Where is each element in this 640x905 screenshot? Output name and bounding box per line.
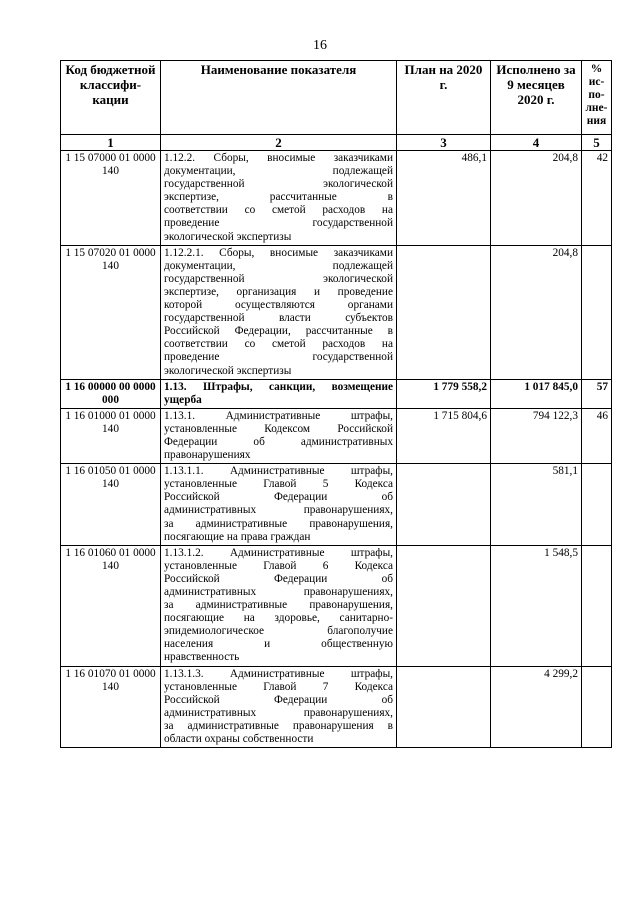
executed-value-cell: 581,1 [491,464,582,546]
percent-cell [582,464,612,546]
header-code: Код бюджетной классифи-кации [61,61,161,135]
header-name: Наименование показателя [161,61,397,135]
table-row [61,464,612,546]
indicator-name-line: Федерации об административных [164,435,393,448]
table-row [61,379,612,408]
plan-value-cell [397,245,491,379]
indicator-name-line: проведение государственной [164,351,393,364]
indicator-name-cell [161,245,397,379]
indicator-name-line: за административные правонарушения, [164,599,393,612]
plan-value-cell: 486,1 [397,151,491,246]
executed-value-cell: 794 122,3 [491,408,582,463]
indicator-name-line: соответствии со сметой расходов на [164,204,393,217]
indicator-name-cell [161,545,397,666]
plan-value-cell [397,666,491,748]
indicator-name-line: области охраны собственности [164,733,314,746]
indicator-name-line: установленные Главой 7 Кодекса [164,680,393,693]
budget-code-cell: 1 16 00000 00 0000 000 [61,379,161,408]
budget-code-cell: 1 16 01000 01 0000 140 [61,408,161,463]
budget-code-cell: 1 16 01060 01 0000 140 [61,545,161,666]
indicator-name-line: нравственность [164,651,240,664]
indicator-name-cell [161,151,397,246]
table-row [61,666,612,748]
indicator-name-line: Российской Федерации об [164,572,393,585]
table-row [61,151,612,246]
indicator-name-line: государственной экологической [164,178,393,191]
indicator-name-line: экологической экспертизы [164,230,292,243]
indicator-name-line: государственной экологической [164,272,393,285]
indicator-name-line: установленные Главой 5 Кодекса [164,478,393,491]
percent-cell: 42 [582,151,612,246]
indicator-name-cell [161,379,397,408]
budget-code-cell: 1 16 01050 01 0000 140 [61,464,161,546]
indicator-name-line: Российской Федерации об [164,693,393,706]
plan-value-cell [397,464,491,546]
budget-code-cell: 1 16 01070 01 0000 140 [61,666,161,748]
column-number: 3 [397,135,491,151]
indicator-name-line: экспертизе, рассчитанные в [164,191,393,204]
indicator-name-line: документации, подлежащей [164,165,393,178]
header-pct: % ис-по-лне-ния [582,61,612,135]
indicator-name-line: государственной власти субъектов [164,312,393,325]
indicator-name-line: Российской Федерации об [164,491,393,504]
budget-code-cell: 1 15 07000 01 0000 140 [61,151,161,246]
indicator-name-line: 1.12.2.1. Сборы, вносимые заказчиками [164,246,393,259]
indicator-name-line: экспертизе, организация и проведение [164,285,393,298]
budget-code-cell: 1 15 07020 01 0000 140 [61,245,161,379]
column-number: 2 [161,135,397,151]
indicator-name-line: 1.13.1. Административные штрафы, [164,409,393,422]
column-number: 4 [491,135,582,151]
indicator-name-line: Российской Федерации, рассчитанные в [164,325,393,338]
plan-value-cell [397,545,491,666]
indicator-name-line: ущерба [164,393,202,406]
indicator-name-line: административных правонарушениях, [164,504,393,517]
indicator-name-cell [161,408,397,463]
indicator-name-cell [161,666,397,748]
indicator-name-line: 1.13. Штрафы, санкции, возмещение [164,380,393,393]
table-body [61,151,612,748]
header-done: Исполнено за 9 месяцев 2020 г. [491,61,582,135]
indicator-name-line: соответствии со сметой расходов на [164,338,393,351]
indicator-name-line: административных правонарушениях, [164,586,393,598]
indicator-name-line: экологической экспертизы [164,364,292,377]
indicator-name-line: 1.13.1.3. Административные штрафы, [164,667,393,680]
executed-value-cell: 204,8 [491,245,582,379]
percent-cell: 46 [582,408,612,463]
table-row [61,408,612,463]
indicator-name-line: документации, подлежащей [164,259,393,272]
executed-value-cell: 204,8 [491,151,582,246]
indicator-name-line: населения и общественную [164,638,393,651]
table-row [61,245,612,379]
budget-table [60,60,612,748]
indicator-name-line: 1.13.1.2. Административные штрафы, [164,546,393,559]
header-plan: План на 2020 г. [397,61,491,135]
plan-value-cell: 1 779 558,2 [397,379,491,408]
percent-cell [582,545,612,666]
header-row [61,61,612,135]
indicator-name-line: 1.12.2. Сборы, вносимые заказчиками [164,152,393,164]
column-number: 5 [582,135,612,151]
table-row [61,545,612,666]
indicator-name-cell [161,464,397,546]
indicator-name-line: проведение государственной [164,217,393,230]
column-number: 1 [61,135,161,151]
percent-cell [582,666,612,748]
indicator-name-line: установленные Главой 6 Кодекса [164,559,393,572]
indicator-name-line: посягающие на права граждан [164,530,311,543]
indicator-name-line: эпидемиологическое благополучие [164,625,393,638]
indicator-name-line: за административные правонарушения в [164,719,393,732]
executed-value-cell: 4 299,2 [491,666,582,748]
column-number-row [61,135,612,151]
indicator-name-line: которой осуществляются органами [164,299,393,312]
indicator-name-line: административных правонарушениях, [164,706,393,719]
executed-value-cell: 1 548,5 [491,545,582,666]
percent-cell: 57 [582,379,612,408]
indicator-name-line: посягающие на здоровье, санитарно- [164,612,393,625]
percent-cell [582,245,612,379]
plan-value-cell: 1 715 804,6 [397,408,491,463]
page-number: 16 [313,38,327,53]
indicator-name-line: установленные Кодексом Российской [164,422,393,435]
executed-value-cell: 1 017 845,0 [491,379,582,408]
indicator-name-line: 1.13.1.1. Административные штрафы, [164,465,393,478]
indicator-name-line: за административные правонарушения, [164,517,393,530]
indicator-name-line: правонарушениях [164,449,251,462]
